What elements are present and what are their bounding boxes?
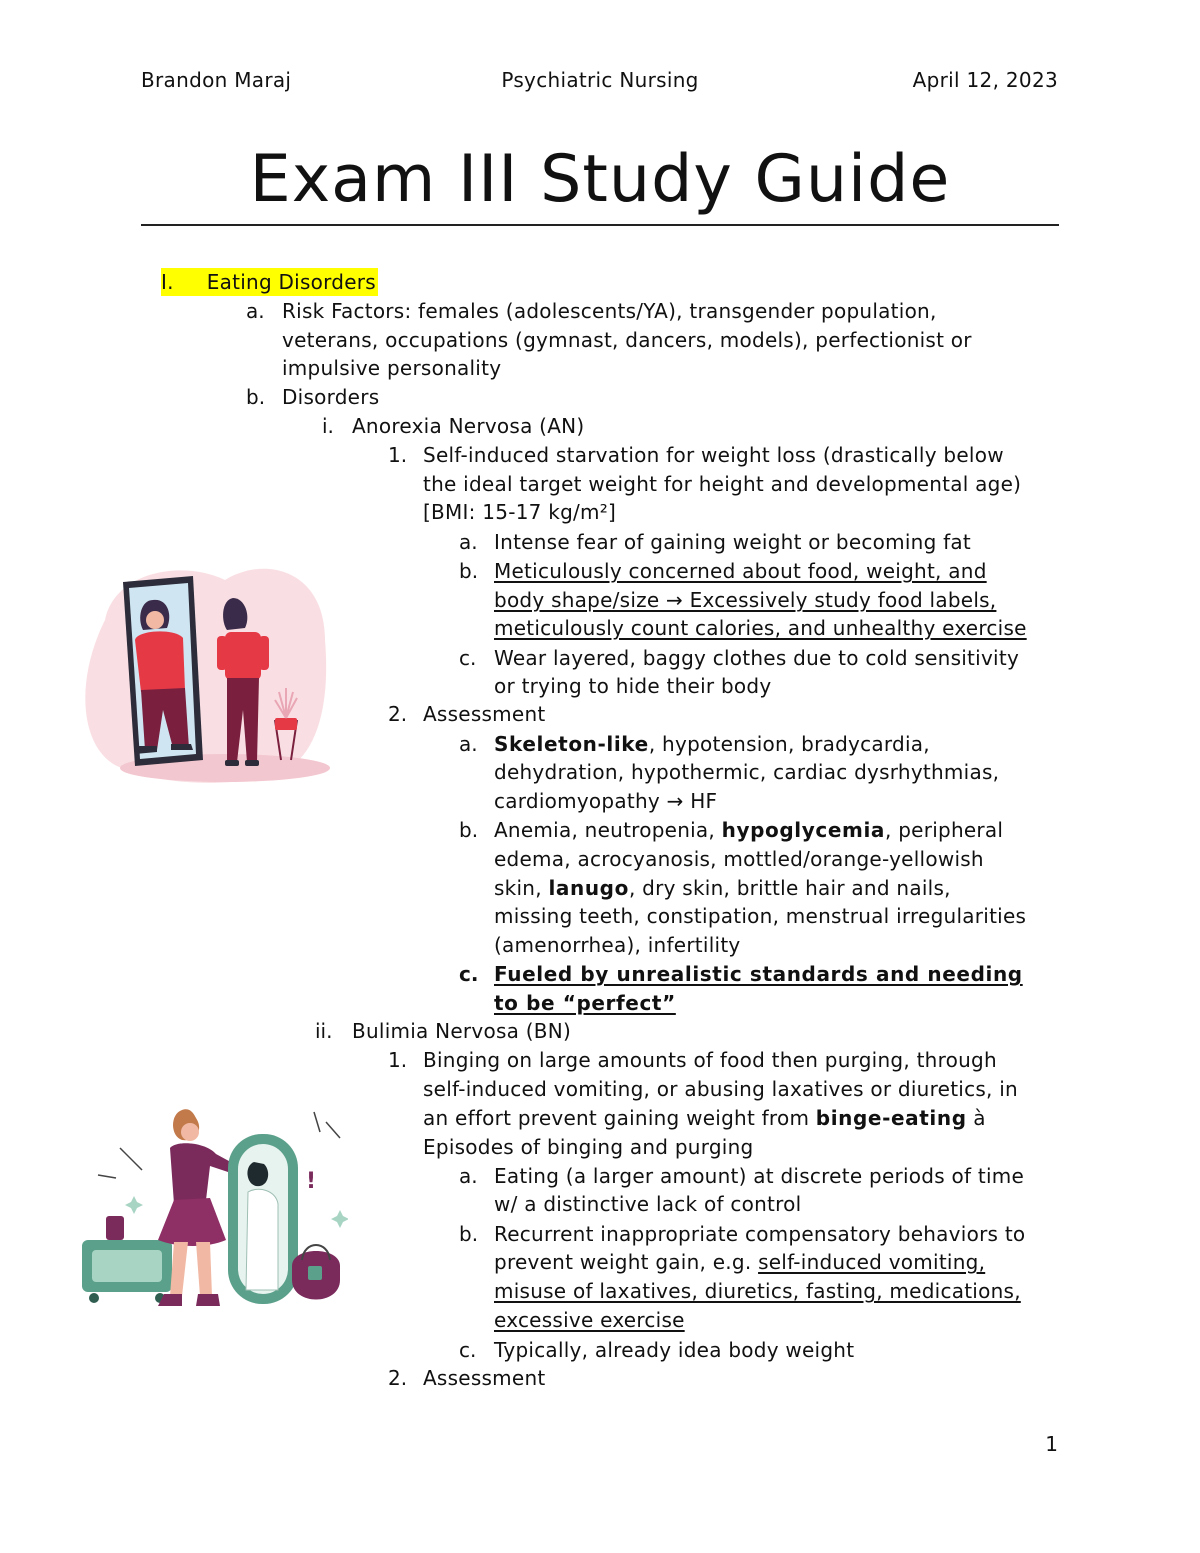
an-assessment-c-line: Fueled by unrealistic standards and needing bbox=[494, 962, 1023, 986]
list-marker: a. bbox=[459, 530, 478, 554]
list-marker: c. bbox=[459, 962, 479, 986]
bold-term: lanugo bbox=[548, 876, 629, 900]
bn-point-a-line: Eating (a larger amount) at discrete periods of time bbox=[494, 1164, 1025, 1188]
text-run: skin, bbox=[494, 876, 549, 900]
text-run: , dry skin, brittle hair and nails, bbox=[628, 876, 951, 900]
an-assessment-a-line bbox=[494, 730, 930, 758]
list-marker: b. bbox=[459, 1222, 479, 1246]
bold-term: Skeleton-like bbox=[494, 732, 649, 756]
text-run: , hypotension, bradycardia, bbox=[648, 732, 930, 756]
an-assessment-label: Assessment bbox=[423, 702, 546, 726]
list-marker: 1. bbox=[388, 443, 408, 467]
an-point-b-line: body shape/size → Excessively study food labels, bbox=[494, 588, 997, 612]
shopping-bag bbox=[292, 1245, 340, 1300]
an-definition-line: [BMI: 15-17 kg/m²] bbox=[423, 500, 617, 524]
mirror-illustration bbox=[75, 560, 335, 790]
standing-mirror bbox=[123, 576, 203, 766]
list-marker: i. bbox=[322, 414, 334, 438]
an-assessment-b-line: edema, acrocyanosis, mottled/orange-yellowish bbox=[494, 847, 984, 871]
bold-term: binge-eating bbox=[815, 1106, 967, 1130]
text-run: prevent weight gain, e.g. bbox=[494, 1250, 759, 1274]
background-blob bbox=[85, 569, 326, 783]
disorders-label: Disorders bbox=[282, 385, 380, 409]
text-run: Anemia, neutropenia, bbox=[494, 818, 722, 842]
list-marker: a. bbox=[459, 732, 478, 756]
an-assessment-c-line: to be “perfect” bbox=[494, 991, 676, 1015]
list-marker: 1. bbox=[388, 1048, 408, 1072]
section-marker: I. bbox=[161, 270, 174, 294]
risk-line: impulsive personality bbox=[282, 356, 502, 380]
page-number: 1 bbox=[1045, 1432, 1058, 1456]
section-label: Eating Disorders bbox=[206, 270, 376, 294]
bn-assessment-label: Assessment bbox=[423, 1366, 546, 1390]
bn-point-b-line: excessive exercise bbox=[494, 1308, 685, 1332]
document-title: Exam III Study Guide bbox=[249, 142, 951, 217]
list-marker: a. bbox=[459, 1164, 478, 1188]
list-marker: c. bbox=[459, 646, 477, 670]
standing-mirror bbox=[228, 1134, 298, 1304]
bn-point-b-line: misuse of laxatives, diuretics, fasting, medications, bbox=[494, 1279, 1021, 1303]
risk-line: veterans, occupations (gymnast, dancers, models), perfectionist or bbox=[282, 328, 972, 352]
an-assessment-a-line: dehydration, hypothermic, cardiac dysrhythmias, bbox=[494, 760, 1000, 784]
bn-label: Bulimia Nervosa (BN) bbox=[352, 1019, 572, 1043]
list-marker: 2. bbox=[388, 702, 408, 726]
an-definition-line: the ideal target weight for height and developmental age) bbox=[423, 472, 1022, 496]
bn-point-b-line bbox=[494, 1248, 985, 1276]
an-assessment-b-line: missing teeth, constipation, menstrual irregularities bbox=[494, 904, 1027, 928]
an-point-a: Intense fear of gaining weight or becoming fat bbox=[494, 530, 972, 554]
sparkle-star bbox=[331, 1210, 348, 1228]
list-marker: a. bbox=[246, 299, 265, 323]
an-assessment-a-line: cardiomyopathy → HF bbox=[494, 789, 718, 813]
bn-point-b-line: Recurrent inappropriate compensatory behaviors to bbox=[494, 1222, 1026, 1246]
list-marker: b. bbox=[459, 818, 479, 842]
list-marker: 2. bbox=[388, 1366, 408, 1390]
cabinet bbox=[82, 1216, 172, 1303]
list-marker: b. bbox=[246, 385, 266, 409]
text-run: à bbox=[966, 1106, 986, 1130]
bn-point-a-line: w/ a distinctive lack of control bbox=[494, 1192, 802, 1216]
text-run: an effort prevent gaining weight from bbox=[423, 1106, 816, 1130]
an-label: Anorexia Nervosa (AN) bbox=[352, 414, 585, 438]
sparkle-star bbox=[125, 1196, 143, 1214]
title-divider bbox=[141, 224, 1059, 226]
binge-purge-illustration bbox=[78, 1100, 348, 1315]
an-point-b-line: Meticulously concerned about food, weight, and bbox=[494, 559, 987, 583]
an-assessment-b-line bbox=[494, 874, 951, 902]
an-point-c-line: Wear layered, baggy clothes due to cold sensitivity bbox=[494, 646, 1020, 670]
an-point-c-line: or trying to hide their body bbox=[494, 674, 772, 698]
text-run: , peripheral bbox=[885, 818, 1004, 842]
underlined-run: self-induced vomiting, bbox=[758, 1250, 986, 1274]
an-assessment-b-line bbox=[494, 816, 1003, 844]
bn-definition-line bbox=[423, 1104, 986, 1132]
bold-term: hypoglycemia bbox=[721, 818, 886, 842]
list-marker: ii. bbox=[315, 1019, 333, 1043]
exclamation-mark: ! bbox=[306, 1169, 317, 1194]
header-course: Psychiatric Nursing bbox=[501, 68, 699, 92]
bn-point-c: Typically, already idea body weight bbox=[494, 1338, 855, 1362]
header-date: April 12, 2023 bbox=[912, 68, 1058, 92]
bn-definition-line: Episodes of binging and purging bbox=[423, 1135, 754, 1159]
risk-line: Risk Factors: females (adolescents/YA), transgender population, bbox=[282, 299, 937, 323]
header-author: Brandon Maraj bbox=[141, 68, 292, 92]
list-marker: b. bbox=[459, 559, 479, 583]
list-marker: c. bbox=[459, 1338, 477, 1362]
an-definition-line: Self-induced starvation for weight loss (drastically below bbox=[423, 443, 1004, 467]
an-point-b-line: meticulously count calories, and unhealthy exercise bbox=[494, 616, 1027, 640]
an-assessment-b-line: (amenorrhea), infertility bbox=[494, 933, 741, 957]
section-heading bbox=[161, 268, 378, 296]
bn-definition-line: self-induced vomiting, or abusing laxatives or diuretics, in bbox=[423, 1077, 1018, 1101]
bn-definition-line: Binging on large amounts of food then purging, through bbox=[423, 1048, 997, 1072]
